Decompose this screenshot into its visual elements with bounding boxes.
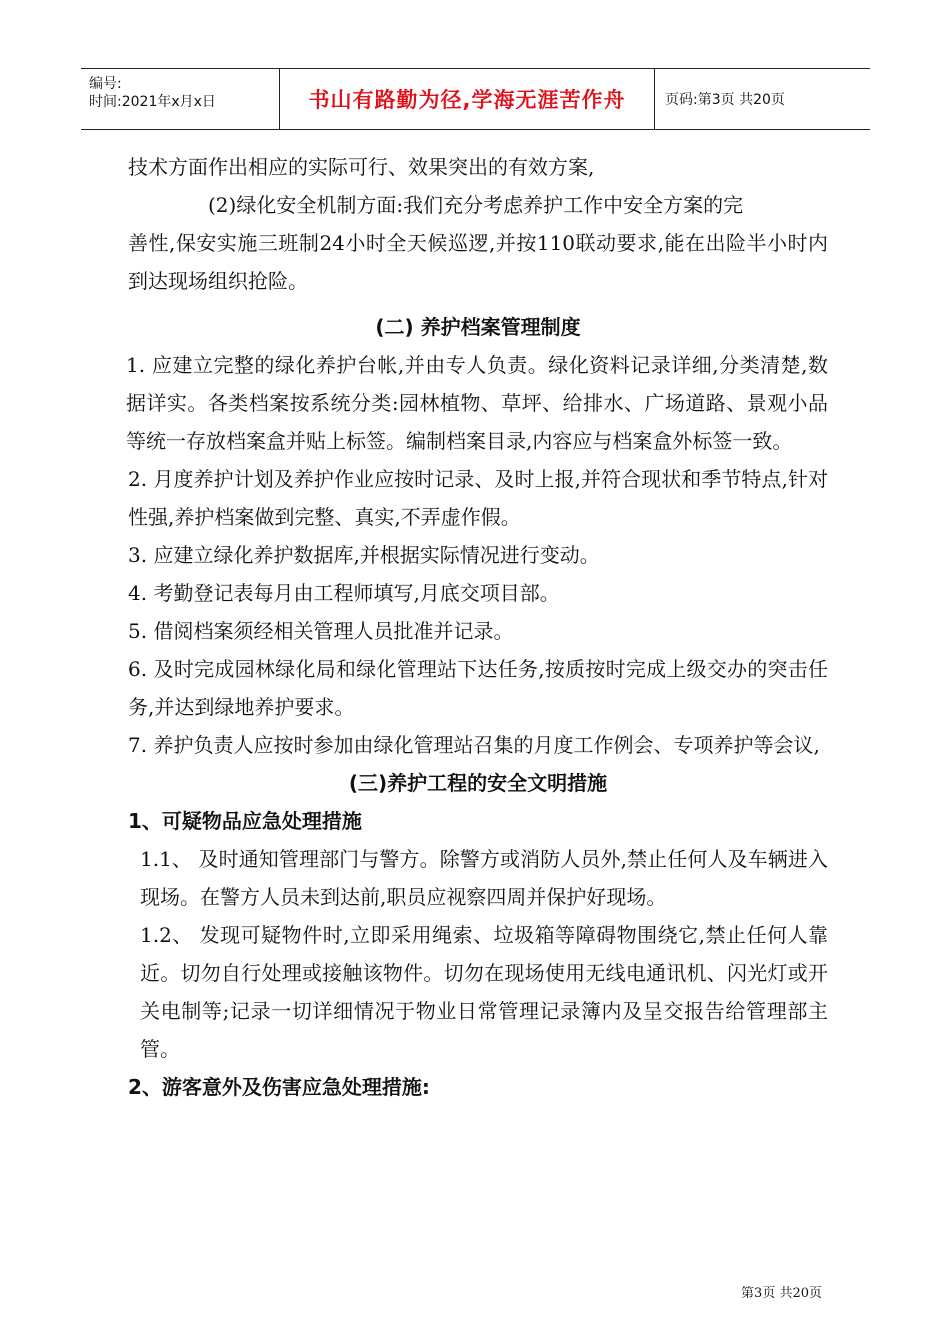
page-footer: 第3页 共20页 bbox=[741, 1286, 822, 1301]
document-body bbox=[128, 148, 828, 1106]
page-header bbox=[81, 68, 870, 130]
list-item: 3. 应建立绿化养护数据库,并根据实际情况进行变动。 bbox=[128, 543, 600, 567]
header-slogan: 书山有路勤为径,学海无涯苦作舟 bbox=[280, 69, 655, 129]
document-number-label: 编号: bbox=[89, 76, 122, 92]
list-item: 1. 应建立完整的绿化养护台帐,并由专人负责。绿化资料记录详细,分类清楚,数据详实。各类档案按系统分类:园林植物、草坪、给排水、广场道路、景观小品等统一存放档案盒并贴上标签。编制档案目录,内容应与档案盒外标签一致。 bbox=[126, 353, 828, 453]
header-page-info: 页码:第3页 共20页 bbox=[665, 92, 785, 108]
document-time: 时间:2021年x月x日 bbox=[89, 94, 216, 110]
list-item: 5. 借阅档案须经相关管理人员批准并记录。 bbox=[128, 619, 514, 643]
subsection-heading: 1、可疑物品应急处理措施 bbox=[128, 809, 362, 833]
list-item: 6. 及时完成园林绿化局和绿化管理站下达任务,按质按时完成上级交办的突击任务,并达到绿地养护要求。 bbox=[128, 657, 828, 719]
section-heading: (二) 养护档案管理制度 bbox=[375, 315, 581, 339]
list-item: 1.2、 发现可疑物件时,立即采用绳索、垃圾箱等障碍物围绕它,禁止任何人靠近。切勿自行处理或接触该物件。切勿在现场使用无线电通讯机、闪光灯或开关电制等;记录一切详细情况于物业日常管理记录簿内及呈交报告给管理部主管。 bbox=[140, 923, 828, 1061]
list-item: 2. 月度养护计划及养护作业应按时记录、及时上报,并符合现状和季节特点,针对性强,养护档案做到完整、真实,不弄虚作假。 bbox=[128, 467, 828, 529]
paragraph: (2)绿化安全机制方面:我们充分考虑养护工作中安全方案的完 bbox=[208, 193, 744, 217]
paragraph: 善性,保安实施三班制24小时全天候巡逻,并按110联动要求,能在出险半小时内到达现场组织抢险。 bbox=[128, 231, 828, 293]
header-meta bbox=[81, 69, 280, 129]
subsection-heading: 2、游客意外及伤害应急处理措施: bbox=[128, 1075, 430, 1099]
list-item: 4. 考勤登记表每月由工程师填写,月底交项目部。 bbox=[128, 581, 560, 605]
section-heading: (三)养护工程的安全文明措施 bbox=[348, 771, 608, 795]
list-item: 7. 养护负责人应按时参加由绿化管理站召集的月度工作例会、专项养护等会议, bbox=[128, 733, 820, 757]
list-item: 1.1、 及时通知管理部门与警方。除警方或消防人员外,禁止任何人及车辆进入现场。在警方人员未到达前,职员应视察四周并保护好现场。 bbox=[140, 847, 828, 909]
paragraph: 技术方面作出相应的实际可行、效果突出的有效方案, bbox=[128, 155, 595, 179]
